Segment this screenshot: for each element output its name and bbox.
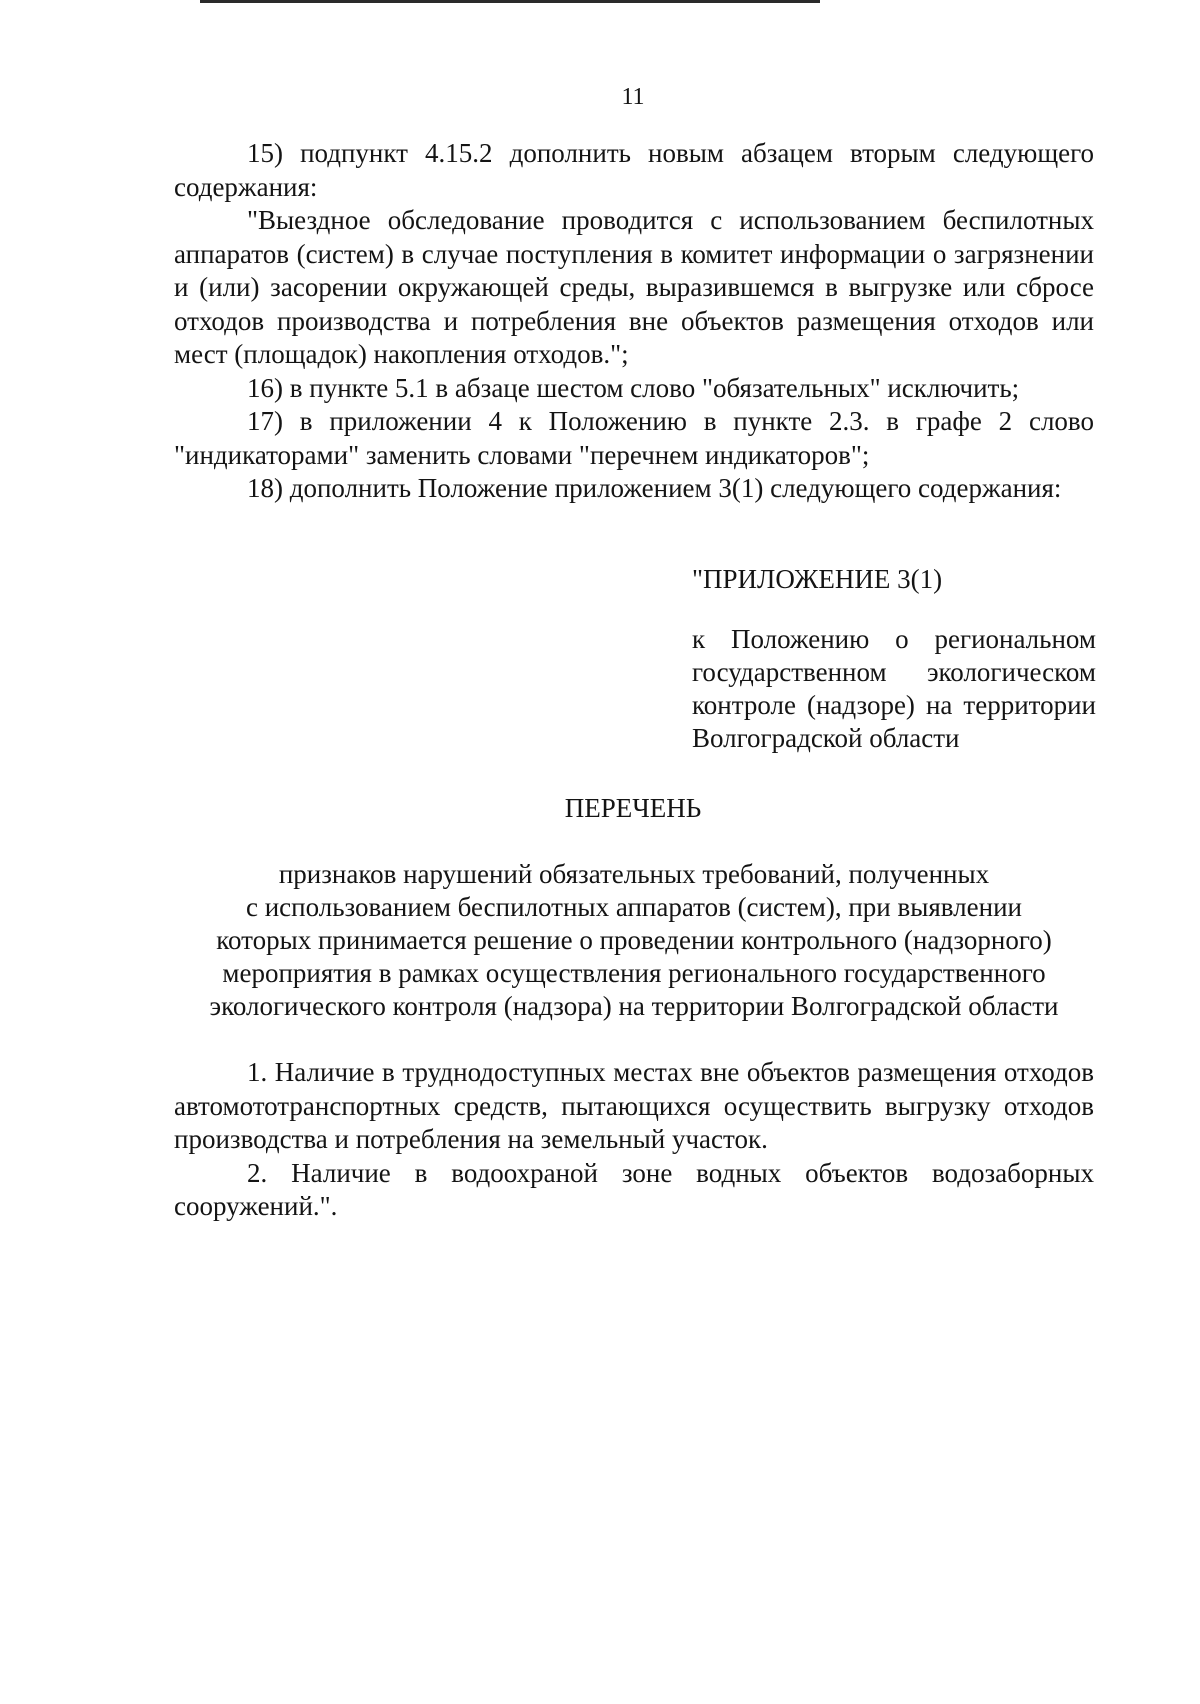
amendment-paragraph-16: 16) в пункте 5.1 в абзаце шестом слово "обязательных" исключить; bbox=[247, 372, 1020, 403]
page-number: 11 bbox=[621, 84, 645, 110]
list-title: ПЕРЕЧЕНЬ bbox=[564, 793, 702, 823]
list-item-2: 2. Наличие в водоохраной зоне водных объектов водозаборных сооружений.". bbox=[174, 1157, 1094, 1221]
list-subtitle bbox=[174, 858, 1094, 1023]
violation-signs-list bbox=[174, 1056, 1094, 1224]
quoted-inspection-paragraph: "Выездное обследование проводится с использованием беспилотных аппаратов (систем) в случае поступления в комитет информации о загрязнении и (или) засорении окружающей среды, выразившемся в выгрузке или сбросе отходов производства и потребления вне объектов размещения отходов или мест (площадок) накопления отходов."; bbox=[174, 205, 1094, 369]
appendix-reference: к Положению о региональном государственном экологическом контроле (надзоре) на территории Волгоградской области bbox=[692, 624, 1096, 753]
list-subtitle-line: признаков нарушений обязательных требований, полученных bbox=[278, 859, 990, 889]
appendix-header bbox=[692, 563, 1096, 755]
appendix-title: "ПРИЛОЖЕНИЕ 3(1) bbox=[692, 564, 943, 594]
amendment-paragraph-15: 15) подпункт 4.15.2 дополнить новым абзацем вторым следующего содержания: bbox=[174, 138, 1094, 202]
list-subtitle-line: экологического контроля (надзора) на территории Волгоградской области bbox=[209, 991, 1059, 1021]
top-scan-edge bbox=[200, 0, 820, 3]
amendment-paragraph-17: 17) в приложении 4 к Положению в пункте 2.3. в графе 2 слово "индикаторами" заменить словами "перечнем индикаторов"; bbox=[174, 406, 1094, 470]
amendments-text bbox=[174, 137, 1094, 506]
list-subtitle-line: с использованием беспилотных аппаратов (систем), при выявлении bbox=[246, 892, 1022, 922]
amendment-paragraph-18: 18) дополнить Положение приложением 3(1) следующего содержания: bbox=[247, 473, 1062, 503]
list-subtitle-line: которых принимается решение о проведении контрольного (надзорного) bbox=[216, 925, 1052, 955]
list-item-1: 1. Наличие в труднодоступных местах вне объектов размещения отходов автомототранспортных средств, пытающихся осуществить выгрузку отходов производства и потребления на земельный участок. bbox=[174, 1057, 1094, 1154]
list-subtitle-line: мероприятия в рамках осуществления регионального государственного bbox=[222, 958, 1046, 988]
